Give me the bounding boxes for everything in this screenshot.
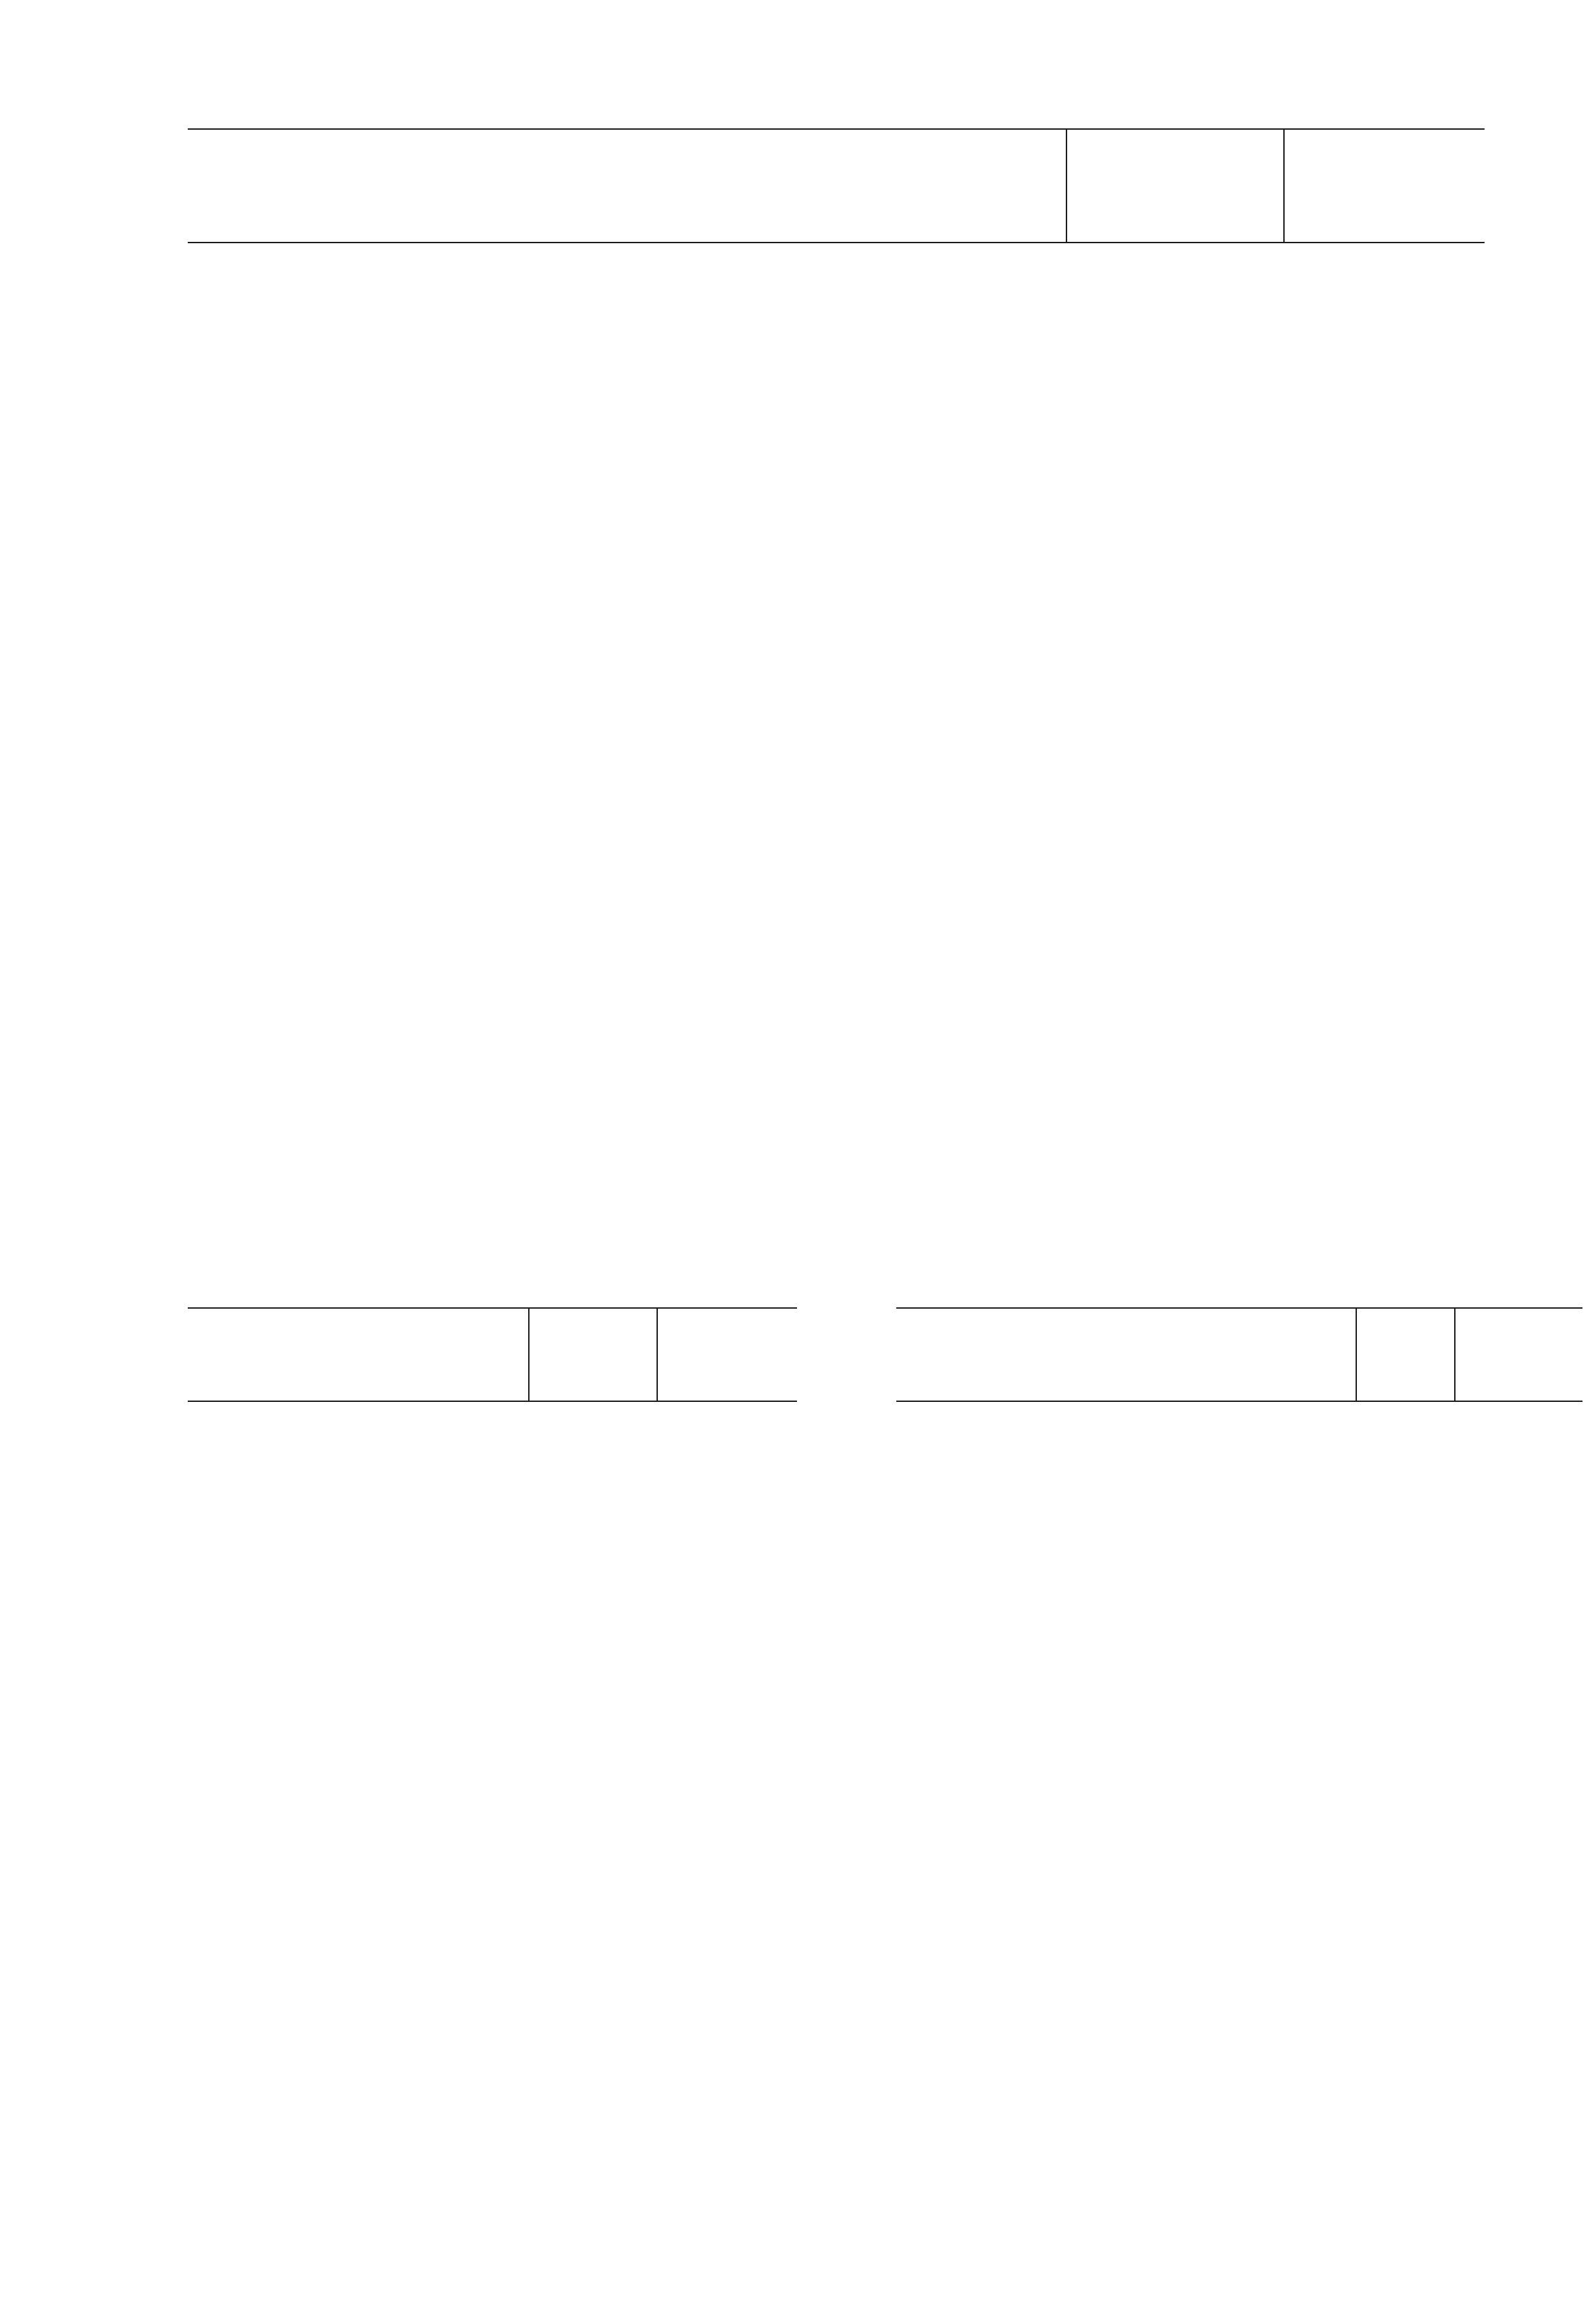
table-column-divider: [528, 1307, 530, 1401]
table-column-divider: [657, 1307, 658, 1401]
table-header-top-border: [188, 1307, 797, 1309]
table-column-divider: [1454, 1307, 1456, 1401]
header-bottom-border: [188, 242, 1485, 243]
table-header-bottom-border: [188, 1401, 797, 1402]
table-column-divider: [1356, 1307, 1357, 1401]
header-top-border: [188, 128, 1485, 130]
table-header-bottom-border: [896, 1401, 1582, 1402]
table-header-top-border: [896, 1307, 1582, 1309]
header-divider: [1283, 128, 1285, 242]
header-divider: [1066, 128, 1067, 242]
